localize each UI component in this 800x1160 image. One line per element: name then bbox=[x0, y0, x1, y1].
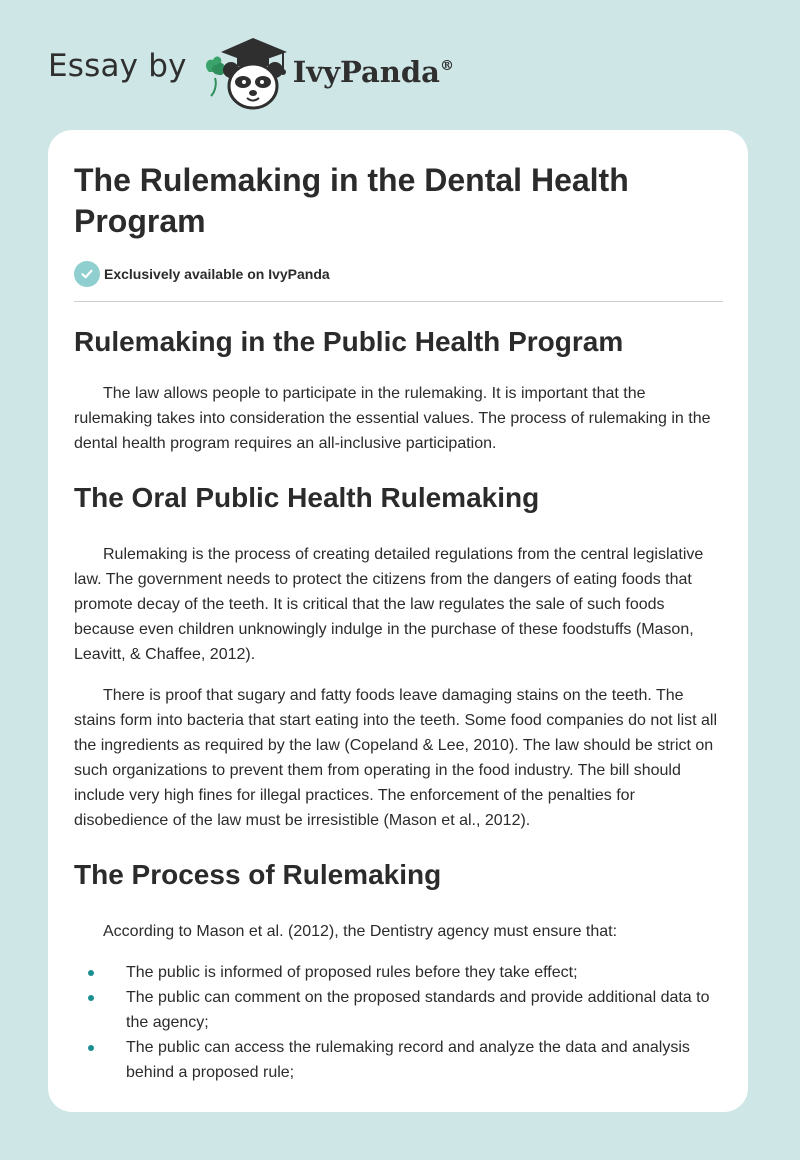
paragraph: The law allows people to participate in the rulemaking. It is important that the rulemaking takes into consideration the essential values. The process of rulemaking in the dental health program requires an all-inclusive participation. bbox=[74, 385, 711, 452]
list-item: The public can access the rulemaking record and analyze the data and analysis behind a proposed rule; bbox=[74, 1035, 723, 1085]
paragraph: Rulemaking is the process of creating detailed regulations from the central legislative law. The government needs to protect the citizens from the dangers of eating foods that promote decay of the teeth. It is critical that the law regulates the sale of such foods because even children unknowingly indulge in the purchase of these foodstuffs (Mason, Leavitt, & Chaffee, 2012). bbox=[74, 546, 704, 663]
brand-prefix: Essay by bbox=[48, 48, 187, 84]
section-heading: The Process of Rulemaking bbox=[74, 859, 442, 890]
exclusive-badge bbox=[74, 260, 723, 288]
brand-header[interactable] bbox=[48, 30, 454, 110]
panda-graduate-icon bbox=[201, 30, 291, 110]
title-divider bbox=[74, 301, 723, 302]
bullet-list bbox=[74, 960, 723, 1085]
section-heading: Rulemaking in the Public Health Program bbox=[74, 326, 624, 357]
paragraph: There is proof that sugary and fatty foods leave damaging stains on the teeth. The stains form into bacteria that start eating into the teeth. Some food companies do not list all the ingredients as required by the law (Copeland & Lee, 2010). The law should be strict on such organizations to prevent them from operating in the food industry. The bill should include very high fines for illegal practices. The enforcement of the penalties for disobedience of the law must be irresistible (Mason et al., 2012). bbox=[74, 687, 718, 829]
list-item: The public is informed of proposed rules before they take effect; bbox=[74, 960, 723, 985]
check-circle-icon bbox=[74, 261, 100, 287]
paragraph: According to Mason et al. (2012), the Dentistry agency must ensure that: bbox=[103, 923, 618, 940]
section-heading: The Oral Public Health Rulemaking bbox=[74, 482, 540, 513]
essay-content bbox=[74, 160, 723, 1085]
essay-card bbox=[48, 130, 748, 1112]
exclusive-badge-text: Exclusively available on IvyPanda bbox=[104, 266, 330, 282]
list-item: The public can comment on the proposed standards and provide additional data to the agency; bbox=[74, 985, 723, 1035]
page-title: The Rulemaking in the Dental Health Program bbox=[74, 162, 629, 239]
brand-name: IvyPanda® bbox=[292, 55, 454, 89]
